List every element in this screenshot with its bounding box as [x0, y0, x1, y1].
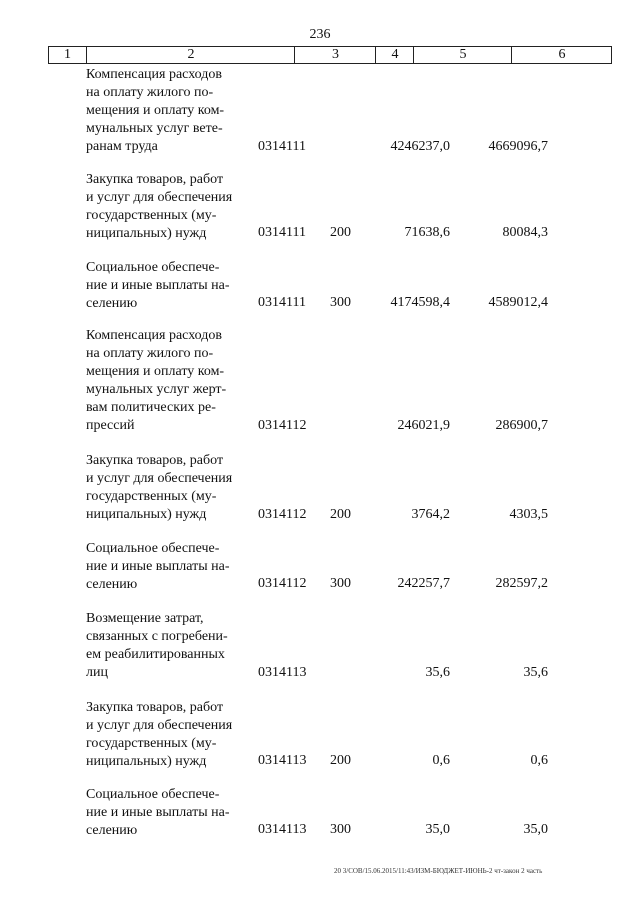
row-value-col6: 80084,3 — [502, 225, 548, 240]
row-value-col6: 4303,5 — [509, 507, 548, 522]
header-col-3: 3 — [294, 47, 376, 63]
row-expense-type: 200 — [330, 507, 351, 522]
table-row — [0, 66, 640, 174]
row-value-col5: 71638,6 — [404, 225, 450, 240]
row-expense-type: 200 — [330, 225, 351, 240]
row-description: Социальное обеспече- ние и иные выплаты на- селению — [86, 260, 230, 311]
row-description: Компенсация расходов на оплату жилого по- мещения и оплату ком- мунальных услуг жерт- вам политических ре- прессий — [86, 328, 227, 433]
table-row — [0, 259, 640, 313]
table-row — [0, 171, 640, 243]
row-value-col5: 35,6 — [425, 665, 450, 680]
row-description: Закупка товаров, работ и услуг для обеспечения государственных (му- ниципальных) нужд — [86, 172, 233, 241]
table-row — [0, 786, 640, 840]
row-code: 0314111 — [258, 225, 306, 240]
row-code: 0314112 — [258, 507, 307, 522]
table-row — [0, 699, 640, 771]
header-col-4: 4 — [375, 47, 414, 63]
row-expense-type: 300 — [330, 822, 351, 837]
table-header-row — [48, 46, 612, 64]
table-row — [0, 327, 640, 435]
row-value-col6: 35,0 — [523, 822, 548, 837]
table-row — [0, 610, 640, 682]
row-code: 0314113 — [258, 665, 307, 680]
row-description: Закупка товаров, работ и услуг для обеспечения государственных (му- ниципальных) нужд — [86, 453, 233, 522]
row-value-col5: 242257,7 — [397, 576, 450, 591]
row-value-col6: 286900,7 — [495, 418, 548, 433]
page-number: 236 — [309, 27, 331, 42]
row-code: 0314113 — [258, 753, 307, 768]
row-expense-type: 200 — [330, 753, 351, 768]
row-code: 0314113 — [258, 822, 307, 837]
row-description: Социальное обеспече- ние и иные выплаты на- селению — [86, 541, 230, 592]
row-description: Возмещение затрат, связанных с погребени- ем реабилитированных лиц — [86, 611, 228, 680]
table-row — [0, 540, 640, 594]
row-code: 0314112 — [258, 576, 307, 591]
row-code: 0314111 — [258, 295, 306, 310]
row-value-col5: 4246237,0 — [390, 139, 450, 154]
header-col-2: 2 — [86, 47, 295, 63]
row-value-col5: 246021,9 — [397, 418, 450, 433]
row-value-col6: 282597,2 — [495, 576, 548, 591]
header-col-5: 5 — [413, 47, 512, 63]
row-value-col6: 4589012,4 — [488, 295, 548, 310]
row-value-col6: 35,6 — [523, 665, 548, 680]
row-description: Компенсация расходов на оплату жилого по- мещения и оплату ком- мунальных услуг вете- ранам труда — [86, 67, 225, 154]
row-description: Закупка товаров, работ и услуг для обеспечения государственных (му- ниципальных) нужд — [86, 700, 233, 769]
row-code: 0314111 — [258, 139, 306, 154]
row-value-col5: 35,0 — [425, 822, 450, 837]
header-col-1: 1 — [64, 47, 71, 62]
header-col-6: 6 — [511, 47, 612, 63]
row-value-col5: 0,6 — [432, 753, 450, 768]
row-description: Социальное обеспече- ние и иные выплаты на- селению — [86, 787, 230, 838]
row-value-col5: 4174598,4 — [390, 295, 450, 310]
row-expense-type: 300 — [330, 576, 351, 591]
row-expense-type: 300 — [330, 295, 351, 310]
table-row — [0, 452, 640, 524]
document-footer: 20 3/СОВ/15.06.2015/11:43/ИЗМ-БЮДЖЕТ-ИЮНЬ-2 чт-закон 2 часть — [334, 867, 543, 875]
row-value-col5: 3764,2 — [411, 507, 450, 522]
row-code: 0314112 — [258, 418, 307, 433]
row-value-col6: 0,6 — [530, 753, 548, 768]
row-value-col6: 4669096,7 — [488, 139, 548, 154]
